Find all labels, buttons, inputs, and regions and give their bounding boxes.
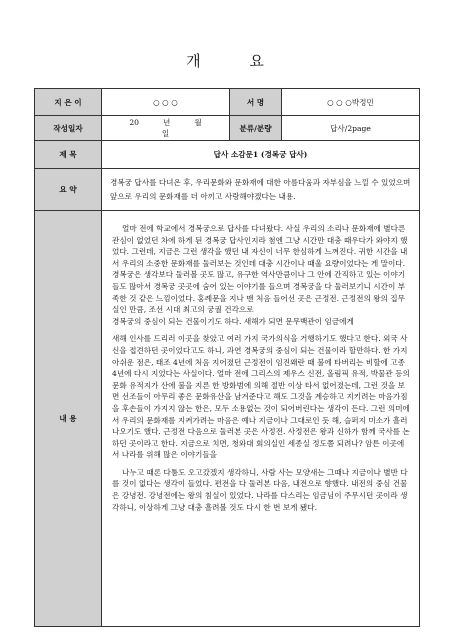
category-label: 분류/분량	[230, 116, 282, 141]
content-label: 내 용	[35, 211, 102, 627]
date-year-unit: 년	[162, 118, 171, 127]
row-content	[35, 211, 420, 627]
content-paragraph: 경복궁의 중심이 되는 건물이기도 하다. 새해가 되면 문무백관이 임금에게	[112, 316, 354, 326]
summary-value: 경복궁 답사를 다녀온 후, 우리문화와 문화재에 대한 아름다움과 자부심을 느낄 수 있었으며 앞으로 우리의 문화재를 더 아끼고 사랑해야겠다는 내용.	[102, 169, 420, 211]
author-value: ○ ○ ○	[102, 89, 230, 116]
row-subject	[35, 141, 420, 169]
row-author	[35, 89, 420, 116]
author-label: 지 은 이	[35, 89, 102, 116]
document-title: 개 요	[186, 52, 286, 70]
name-value: ○ ○ ○박정민	[282, 89, 420, 116]
row-date	[35, 116, 420, 141]
summary-label: 요 약	[35, 169, 102, 211]
category-value: 답사/2page	[282, 116, 420, 141]
subject-value: 답사 소감문1 (경복궁 답사)	[102, 141, 420, 169]
content-body	[102, 211, 420, 627]
content-paragraph: 나누고 때론 다툼도 오고갔겠지 생각하니, 사람 사는 모양새는 그때나 지금이나 별반 다를 것이 없다는 생각이 들었다. 편전을 다 둘러본 다음, 내전으로 향했다. 내전의 중심 건물은 강녕전. 강녕전에는 왕의 침실이 있었다. 나라를 다스리는 임금님이 주무시던 곳이라 생각하니, 이상하게 그냥 대충 흘려볼 것도 다시 한 번 보게 됐다.	[112, 467, 408, 512]
date-day-unit: 일	[161, 129, 170, 138]
content-paragraph: 새해 인사를 드리러 이곳을 찾았고 여러 가지 국가의식을 거행하기도 했다고 한다. 외국 사신을 접견하던 곳이었다고도 하니, 과연 경복궁의 중심이 되는 건물이라 할만하다. 한 가지 아쉬운 점은, 태조 4년에 처음 지어졌던 근정전이 임진왜란 때 불에 타버리는 비할에 고종 4년에 다시 지었다는 사실이다. 얼마 전에 그리스의 제우스 신전, 올림픽 유적, 박물관 등의 문화 유적지가 산에 불을 지른 한 방화범에 의해 절반 이상 타서 없어졌는데, 그런 것을 보면 선조들이 아무리 좋은 문화유산을 남겨준다고 해도 그것을 계승하고 지키려는 마음가짐을 후손들이 가지지 않는 한은, 모두 소용없는 것이 되어버린다는 생각이 든다. 그런 의미에서 우리의 문화재를 지켜가려는 마음은 예나 지금이나 그대로인 듯 해, 슬퍼지 미소가 흘러나오기도 했다. 근정전 다음으로 둘러본 곳은 사정전. 사정전은 왕과 신하가 함께 국사를 논하던 곳이라고 한다. 지금으로 치면, 청와대 회의실인 세종실 정도쯤 되려나? 암튼 이곳에서 나라를 위해 많은 이야기들을	[112, 334, 410, 460]
report-form-table	[34, 88, 420, 627]
content-paragraph: 얼마 전에 학교에서 경복궁으로 답사를 다녀왔다. 사실 우리의 소리나 문화재에 별다른 관심이 없었던 차에 하게 된 경복궁 답사인지라 첨엔 그냥 시간만 대충 때우다가 와야지 했었다. 그런데, 지금은 그런 생각을 했던 내 자신이 너무 한심하게 느껴진다. 귀한 시간을 내서 우리의 소중한 문화재를 둘러보는 것인데 대충 시간이나 때울 요량이었다는 게 말이다. 경복궁은 생각보다 둘러볼 곳도 많고, 유구한 역사만큼이나 그 안에 간직하고 있는 이야기들도 많아서 경복궁 곳곳에 숨어 있는 이야기를 들으며 경복궁을 다 둘러보기니 시간이 부족한 것 같은 느낌이었다. 홍례문을 지나 맨 처음 들어선 곳은 근정전. 근정전의 왕의 집무실인 만큼, 조선 시대 최고의 궁궐 건각으로	[112, 224, 408, 315]
row-summary	[35, 169, 420, 211]
name-label: 서 명	[230, 89, 282, 116]
date-month-unit: 월	[194, 118, 202, 127]
date-value	[102, 116, 230, 141]
date-label: 작성일자	[35, 116, 102, 141]
subject-label: 제 목	[35, 141, 102, 169]
date-year: 20	[129, 118, 139, 127]
